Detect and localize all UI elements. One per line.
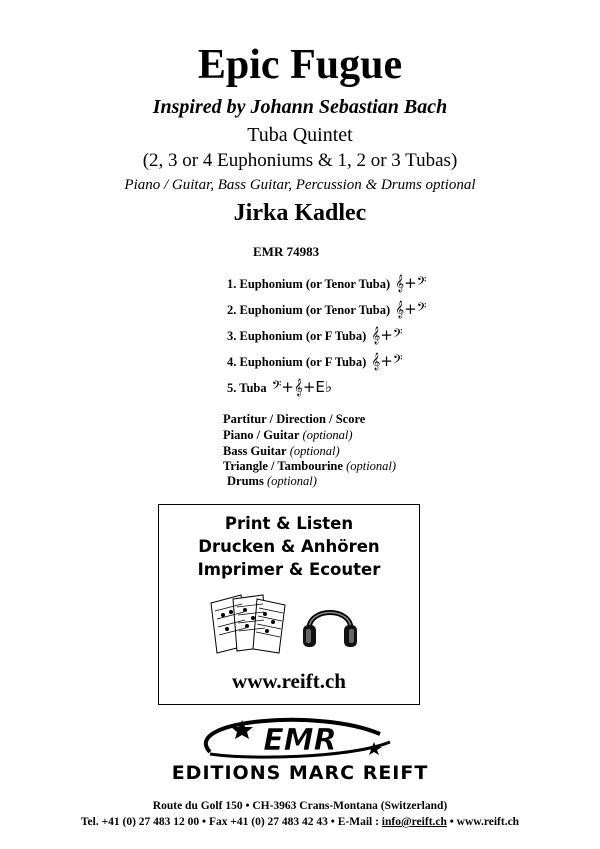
part-2 — [227, 299, 426, 319]
extra-optional: (optional) — [346, 459, 397, 473]
clef-icon: 𝄞+𝄢 — [395, 274, 427, 292]
part-1 — [227, 273, 426, 293]
extra-piano — [223, 427, 353, 443]
publisher-name: EDITIONS MARC REIFT — [171, 762, 429, 784]
extra-label: Partitur / Direction / Score — [223, 412, 366, 426]
part-3 — [227, 325, 403, 345]
extra-label: Triangle / Tambourine — [223, 459, 343, 473]
email-link[interactable]: info@reift.ch — [381, 816, 447, 828]
part-label: 5. Tuba — [227, 381, 267, 395]
clef-icon: 𝄞+𝄢 — [371, 352, 403, 370]
promo-url: www.reift.ch — [232, 669, 346, 693]
clef-icon: 𝄞+𝄢 — [395, 300, 427, 318]
part-5 — [227, 377, 332, 397]
extra-drums — [227, 473, 317, 489]
extra-optional: (optional) — [302, 428, 353, 442]
print-listen-box — [158, 504, 420, 705]
subtitle: Inspired by Johann Sebastian Bach — [152, 96, 448, 118]
contact-prefix: Tel. +41 (0) 27 483 12 00 • Fax +41 (0) 27 483 42 43 • E-Mail : — [80, 816, 382, 828]
title: Epic Fugue — [197, 42, 403, 88]
extra-bass-guitar — [223, 443, 340, 459]
logo-text: EMR — [263, 723, 337, 758]
extra-optional: (optional) — [266, 474, 317, 488]
part-label: 4. Euphonium (or F Tuba) — [227, 355, 367, 369]
promo-line: Print & Listen — [224, 514, 354, 533]
optional-instruments: Piano / Guitar, Bass Guitar, Percussion & Drums optional — [124, 177, 476, 193]
clef-icon: 𝄞+𝄢 — [371, 326, 403, 344]
catalog-number: EMR 74983 — [253, 244, 320, 259]
extra-label: Bass Guitar — [223, 444, 287, 458]
publisher-contact — [0, 815, 600, 829]
clef-icon: 𝄢+𝄞+E♭ — [271, 378, 332, 396]
promo-line: Imprimer & Ecouter — [197, 560, 381, 579]
extra-score — [223, 411, 365, 427]
part-label: 2. Euphonium (or Tenor Tuba) — [227, 303, 391, 317]
contact-suffix: • www.reift.ch — [446, 816, 520, 828]
part-label: 1. Euphonium (or Tenor Tuba) — [227, 277, 391, 291]
composer: Jirka Kadlec — [233, 200, 367, 226]
part-label: 3. Euphonium (or F Tuba) — [227, 329, 367, 343]
extra-label: Drums — [227, 474, 264, 488]
extra-label: Piano / Guitar — [223, 428, 300, 442]
publisher-address: Route du Golf 150 • CH-3963 Crans-Montana (Switzerland) — [152, 800, 448, 812]
headphones-icon — [301, 597, 359, 651]
emr-logo — [150, 712, 450, 760]
ensemble: Tuba Quintet — [247, 124, 353, 146]
instrumentation: (2, 3 or 4 Euphoniums & 1, 2 or 3 Tubas) — [142, 150, 458, 171]
extra-optional: (optional) — [289, 444, 340, 458]
part-4 — [227, 351, 403, 371]
extra-percussion — [223, 458, 396, 474]
promo-line: Drucken & Anhören — [198, 537, 380, 556]
sheet-music-icon — [207, 593, 291, 655]
